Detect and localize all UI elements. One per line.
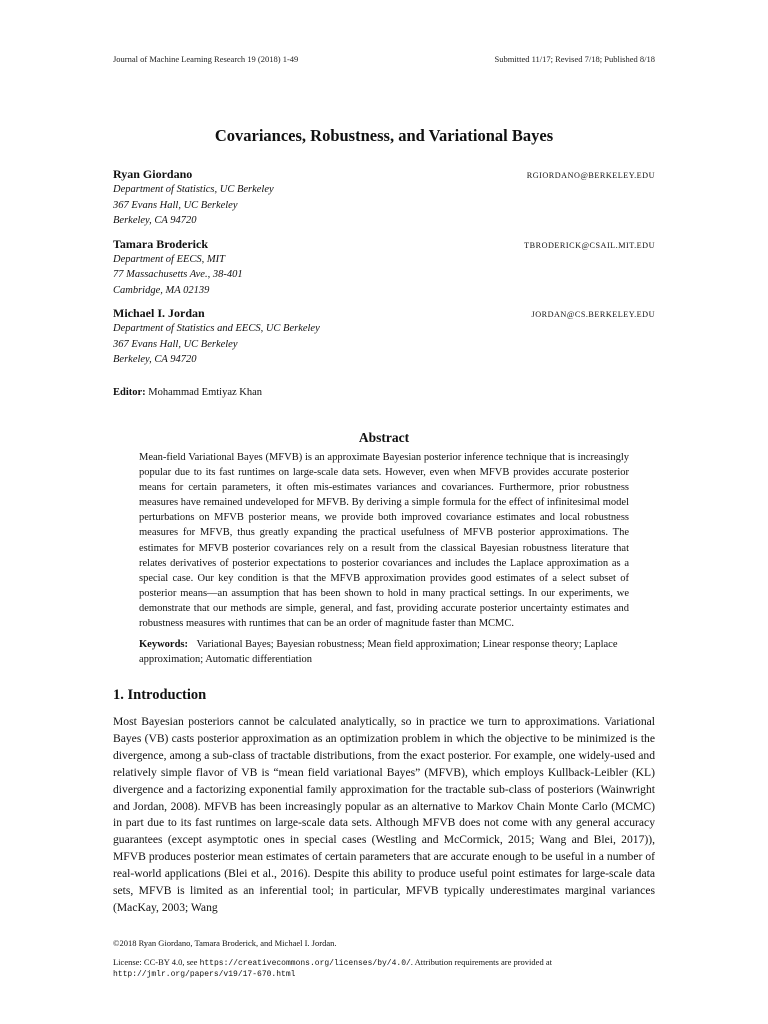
- abstract-heading: Abstract: [358, 430, 410, 445]
- author-entry: [113, 167, 655, 229]
- editor-name: Mohammad Emtiyaz Khan: [148, 387, 263, 398]
- introduction-text: Most Bayesian posteriors cannot be calculated analytically, so in practice we turn to approximations. Variational Bayes (VB) casts posterior approximation as an optimization problem in which the objective to be minimized is the divergence, among a sub-class of tractable distributions, from the exact posterior. For example, one widely-used and relatively simple flavor of VB is “mean field variational Bayes” (MFVB), which employs Kullback-Leibler (KL) divergence and a factorizing exponential family approximation for the tractable sub-class of posteriors (Wainwright and Jordan, 2008). MFVB has been increasingly popular as an alternative to Markov Chain Monte Carlo (MCMC) in part due to its fast runtimes on large-scale data sets. Although MFVB does not come with any general accuracy guarantees (except asymptotic ones in special cases (Westling and McCormick, 2015; Wang and Blei, 2017)), MFVB produces posterior mean estimates of certain parameters that are accurate enough to be useful in a number of real-world applications (Blei et al., 2016). Despite this ability to produce useful point estimates for large-scale data sets, MFVB is limited as an inferential tool; in particular, MFVB typically underestimates marginal variances (MacKay, 2003; Wang: [113, 715, 655, 914]
- author-affiliation-line: Department of EECS, MIT: [113, 253, 225, 265]
- keywords-line: [139, 637, 629, 667]
- author-affiliation-line: 367 Evans Hall, UC Berkeley: [113, 338, 238, 350]
- license-prefix: License: CC-BY 4.0, see: [113, 957, 198, 967]
- author-entry: [113, 306, 655, 368]
- license-link[interactable]: https://creativecommons.org/licenses/by/4.0/: [199, 959, 411, 968]
- author-name: Tamara Broderick: [113, 236, 208, 251]
- author-affiliation-line: Berkeley, CA 94720: [113, 354, 197, 365]
- abstract-text: Mean-field Variational Bayes (MFVB) is an approximate Bayesian posterior inference technique that is increasingly popular due to its fast runtimes on large-scale data sets. However, even when MFVB provides accurate posterior means for certain parameters, it often mis-estimates variances and covariances. Furthermore, prior robustness measures have remained undeveloped for MFVB. By deriving a simple formula for the effect of infinitesimal model perturbations on MFVB posterior means, we provide both improved covariance estimates and local robustness measures for MFVB, thus greatly expanding the practical usefulness of MFVB posterior approximations. The estimates for MFVB posterior covariances rely on a result from the classical Bayesian robustness literature that relates derivatives of posterior expectations to posterior covariances and includes the Laplace approximation as a special case. Our key condition is that the MFVB approximation provides good estimates of a select subset of posterior means—an assumption that has been shown to hold in many practical settings. In our experiments, we demonstrate that our methods are simple, general, and fast, providing accurate posterior uncertainty estimates and robustness measures with runtimes that can be an order of magnitude faster than MCMC.: [139, 452, 629, 630]
- author-email[interactable]: RGIORDANO@BERKELEY.EDU: [526, 171, 655, 180]
- author-affiliation-line: Berkeley, CA 94720: [113, 215, 197, 226]
- author-affiliation-line: Department of Statistics, UC Berkeley: [113, 184, 274, 195]
- paper-link[interactable]: http://jmlr.org/papers/v19/17-670.html: [113, 970, 296, 979]
- keywords-list: Variational Bayes; Bayesian robustness; Mean field approximation; Linear response theory; Laplace approximation; Automatic differentiation: [139, 639, 618, 666]
- editor-label: Editor:: [113, 387, 146, 398]
- author-email[interactable]: JORDAN@CS.BERKELEY.EDU: [531, 310, 655, 319]
- section-heading-introduction: 1. Introduction: [113, 687, 207, 703]
- keywords-label: Keywords:: [139, 639, 188, 650]
- author-block: [113, 167, 655, 376]
- author-affiliation-line: Department of Statistics and EECS, UC Berkeley: [113, 323, 320, 334]
- paper-title: Covariances, Robustness, and Variational Bayes: [214, 126, 554, 145]
- editor-line: [113, 387, 262, 398]
- journal-citation: Journal of Machine Learning Research 19 (2018) 1-49: [113, 54, 299, 64]
- author-name: Ryan Giordano: [113, 167, 193, 181]
- author-affiliation-line: 77 Massachusetts Ave., 38-401: [113, 269, 243, 280]
- license-suffix: . Attribution requirements are provided at: [410, 957, 552, 967]
- copyright-notice: ©2018 Ryan Giordano, Tamara Broderick, and Michael I. Jordan.: [113, 938, 337, 948]
- license-notice: [113, 957, 655, 969]
- page-footer: [113, 938, 655, 980]
- submission-dates: Submitted 11/17; Revised 7/18; Published 8/18: [494, 54, 655, 64]
- author-email[interactable]: TBRODERICK@CSAIL.MIT.EDU: [524, 240, 655, 250]
- running-head: [113, 54, 655, 64]
- author-name: Michael I. Jordan: [113, 306, 205, 320]
- author-affiliation-line: Cambridge, MA 02139: [113, 284, 210, 296]
- author-entry: [113, 237, 655, 299]
- author-affiliation-line: 367 Evans Hall, UC Berkeley: [113, 199, 238, 211]
